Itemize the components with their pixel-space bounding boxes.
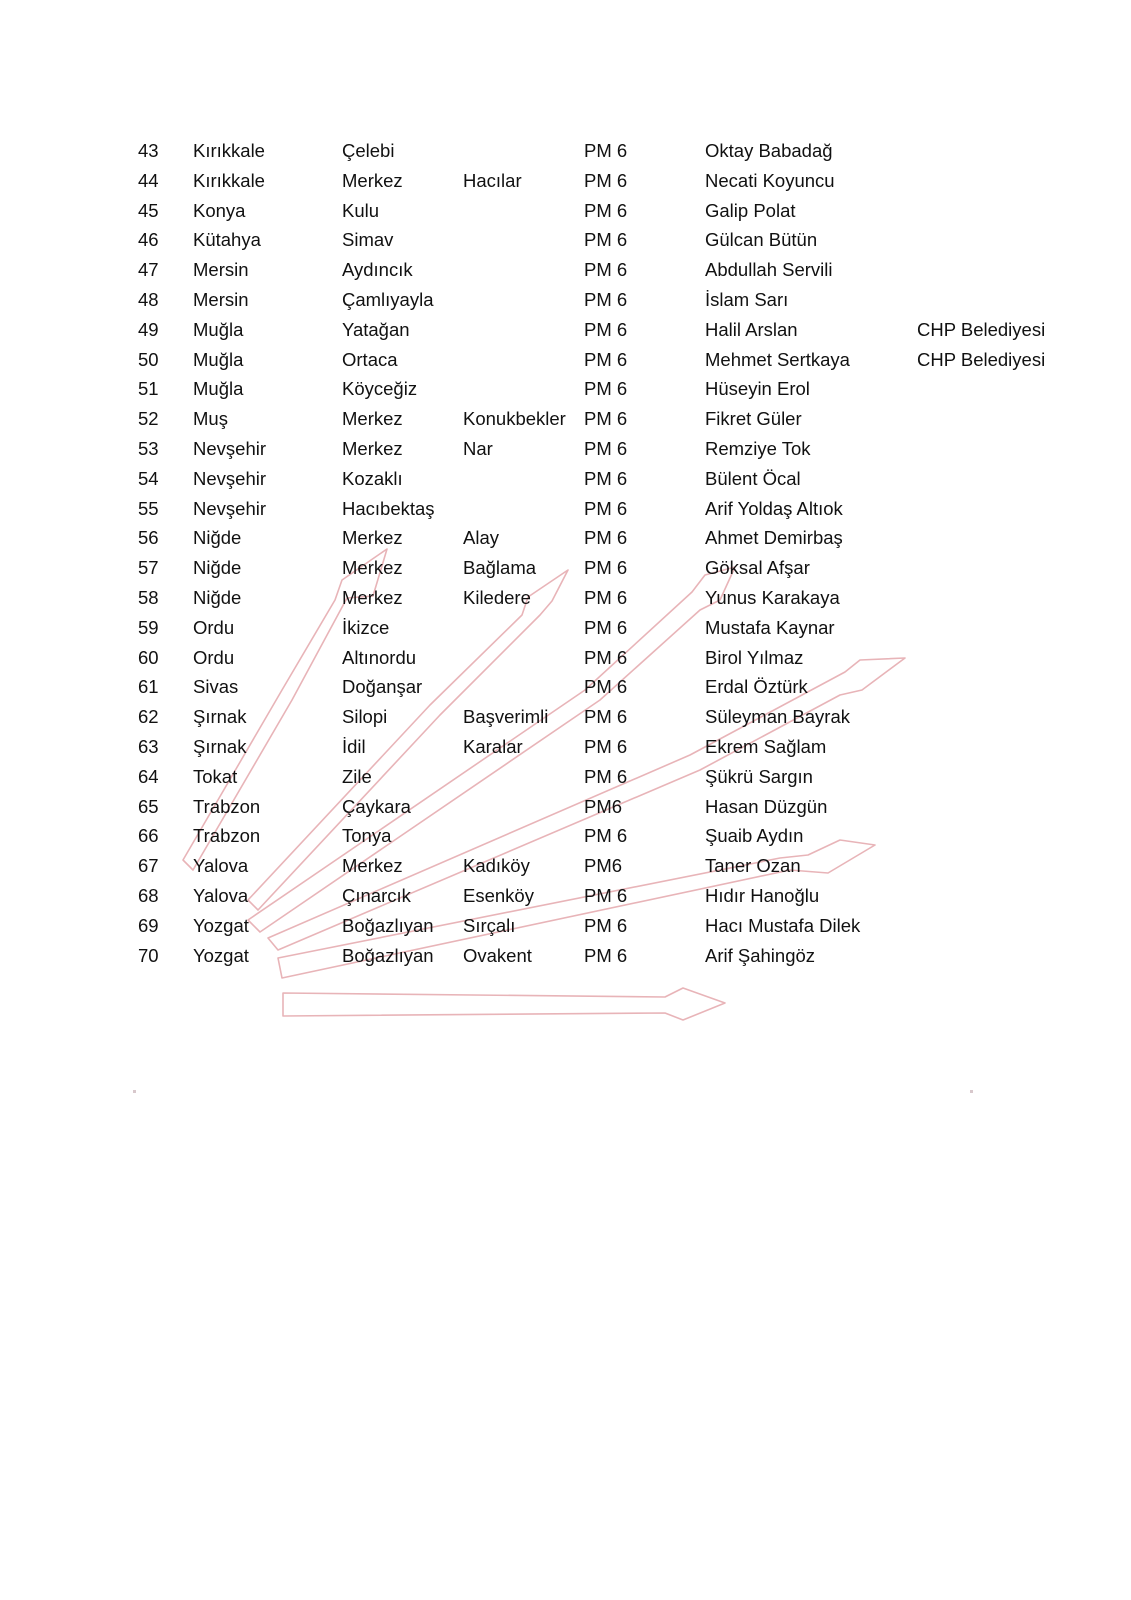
- table-row: [0, 672, 1131, 702]
- row-number: 59: [138, 616, 159, 638]
- district-cell: Köyceğiz: [342, 378, 418, 400]
- row-number: 68: [138, 884, 159, 906]
- district-cell: Kulu: [342, 199, 380, 221]
- village-cell: Nar: [463, 437, 493, 459]
- duty-cell: PM 6: [584, 586, 628, 608]
- district-cell: Çınarcık: [342, 884, 411, 906]
- district-cell: Kozaklı: [342, 467, 403, 489]
- name-cell: Mehmet Sertkaya: [705, 348, 850, 370]
- duty-cell: PM 6: [584, 437, 628, 459]
- province-cell: Trabzon: [193, 825, 261, 847]
- district-cell: Boğazlıyan: [342, 944, 434, 966]
- duty-cell: PM 6: [584, 378, 628, 400]
- name-cell: Taner Ozan: [705, 855, 801, 877]
- duty-cell: PM6: [584, 795, 623, 817]
- row-number: 48: [138, 288, 159, 310]
- district-cell: Doğanşar: [342, 676, 423, 698]
- row-number: 64: [138, 765, 159, 787]
- name-cell: Hıdır Hanoğlu: [705, 884, 820, 906]
- province-cell: Kırıkkale: [193, 169, 265, 191]
- name-cell: Remziye Tok: [705, 437, 811, 459]
- province-cell: Niğde: [193, 586, 242, 608]
- name-cell: Arif Yoldaş Altıok: [705, 497, 843, 519]
- mayor-list-table: [0, 136, 1131, 970]
- name-cell: Bülent Öcal: [705, 467, 801, 489]
- province-cell: Yozgat: [193, 944, 249, 966]
- duty-cell: PM 6: [584, 408, 628, 430]
- row-number: 67: [138, 855, 159, 877]
- district-cell: İkizce: [342, 616, 390, 638]
- province-cell: Nevşehir: [193, 467, 266, 489]
- name-cell: Göksal Afşar: [705, 557, 810, 579]
- row-number: 63: [138, 735, 159, 757]
- province-cell: Muş: [193, 408, 228, 430]
- province-cell: Nevşehir: [193, 437, 266, 459]
- district-cell: İdil: [342, 735, 366, 757]
- province-cell: Kütahya: [193, 229, 261, 251]
- table-row: [0, 404, 1131, 434]
- table-row: [0, 255, 1131, 285]
- row-number: 65: [138, 795, 159, 817]
- row-number: 51: [138, 378, 159, 400]
- duty-cell: PM 6: [584, 765, 628, 787]
- name-cell: Erdal Öztürk: [705, 676, 808, 698]
- duty-cell: PM 6: [584, 467, 628, 489]
- duty-cell: PM 6: [584, 884, 628, 906]
- name-cell: Oktay Babadağ: [705, 140, 833, 161]
- row-number: 43: [138, 140, 159, 161]
- watermark-arrow-6: [283, 988, 725, 1020]
- name-cell: Şükrü Sargın: [705, 765, 813, 787]
- row-number: 62: [138, 706, 159, 728]
- duty-cell: PM 6: [584, 229, 628, 251]
- row-number: 61: [138, 676, 159, 698]
- name-cell: Halil Arslan: [705, 318, 798, 340]
- province-cell: Ordu: [193, 646, 235, 668]
- table-row: [0, 494, 1131, 524]
- village-cell: Konukbekler: [463, 408, 566, 430]
- province-cell: Kırıkkale: [193, 140, 265, 161]
- row-number: 46: [138, 229, 159, 251]
- province-cell: Tokat: [193, 765, 238, 787]
- table-row: [0, 166, 1131, 196]
- province-cell: Şırnak: [193, 706, 247, 728]
- table-row: [0, 643, 1131, 673]
- duty-cell: PM 6: [584, 527, 628, 549]
- province-cell: Konya: [193, 199, 246, 221]
- row-number: 50: [138, 348, 159, 370]
- district-cell: Çamlıyayla: [342, 288, 434, 310]
- duty-cell: PM 6: [584, 140, 628, 161]
- row-number: 55: [138, 497, 159, 519]
- table-row: [0, 792, 1131, 822]
- table-row: [0, 285, 1131, 315]
- province-cell: Mersin: [193, 288, 249, 310]
- name-cell: Ekrem Sağlam: [705, 735, 827, 757]
- stray-mark-right: [970, 1090, 973, 1093]
- duty-cell: PM 6: [584, 288, 628, 310]
- duty-cell: PM 6: [584, 706, 628, 728]
- table-row: [0, 136, 1131, 166]
- district-cell: Merkez: [342, 557, 403, 579]
- province-cell: Mersin: [193, 259, 249, 281]
- district-cell: Merkez: [342, 437, 403, 459]
- row-number: 45: [138, 199, 159, 221]
- duty-cell: PM 6: [584, 169, 628, 191]
- table-row: [0, 702, 1131, 732]
- table-row: [0, 523, 1131, 553]
- duty-cell: PM 6: [584, 914, 628, 936]
- duty-cell: PM 6: [584, 676, 628, 698]
- name-cell: Gülcan Bütün: [705, 229, 818, 251]
- name-cell: Abdullah Servili: [705, 259, 833, 281]
- table-row: [0, 732, 1131, 762]
- table-row: [0, 374, 1131, 404]
- district-cell: Merkez: [342, 527, 403, 549]
- table-row: [0, 196, 1131, 226]
- district-cell: Hacıbektaş: [342, 497, 435, 519]
- duty-cell: PM 6: [584, 348, 628, 370]
- name-cell: Mustafa Kaynar: [705, 616, 835, 638]
- name-cell: Yunus Karakaya: [705, 586, 840, 608]
- village-cell: Alay: [463, 527, 499, 549]
- table-row: [0, 821, 1131, 851]
- row-number: 69: [138, 914, 159, 936]
- village-cell: Kadıköy: [463, 855, 530, 877]
- name-cell: Arif Şahingöz: [705, 944, 816, 966]
- table-row: [0, 225, 1131, 255]
- row-number: 47: [138, 259, 159, 281]
- province-cell: Niğde: [193, 527, 242, 549]
- village-cell: Kiledere: [463, 586, 531, 608]
- name-cell: Birol Yılmaz: [705, 646, 804, 668]
- province-cell: Yozgat: [193, 914, 249, 936]
- province-cell: Nevşehir: [193, 497, 266, 519]
- stray-mark-left: [133, 1090, 136, 1093]
- district-cell: Merkez: [342, 408, 403, 430]
- table-row: [0, 613, 1131, 643]
- note-cell: CHP Belediyesi: [917, 318, 1046, 340]
- note-cell: CHP Belediyesi: [917, 348, 1046, 370]
- row-number: 66: [138, 825, 159, 847]
- duty-cell: PM6: [584, 855, 623, 877]
- village-cell: Sırçalı: [463, 914, 516, 936]
- duty-cell: PM 6: [584, 944, 628, 966]
- village-cell: Bağlama: [463, 557, 537, 579]
- name-cell: Süleyman Bayrak: [705, 706, 850, 728]
- province-cell: Muğla: [193, 378, 244, 400]
- district-cell: Merkez: [342, 855, 403, 877]
- district-cell: Aydıncık: [342, 259, 413, 281]
- duty-cell: PM 6: [584, 318, 628, 340]
- village-cell: Hacılar: [463, 169, 522, 191]
- table-row: [0, 762, 1131, 792]
- district-cell: Simav: [342, 229, 394, 251]
- duty-cell: PM 6: [584, 557, 628, 579]
- row-number: 49: [138, 318, 159, 340]
- table-row: [0, 583, 1131, 613]
- name-cell: Şuaib Aydın: [705, 825, 804, 847]
- district-cell: Yatağan: [342, 318, 410, 340]
- table-row: [0, 464, 1131, 494]
- table-row: [0, 881, 1131, 911]
- table-row: [0, 851, 1131, 881]
- name-cell: Hasan Düzgün: [705, 795, 828, 817]
- district-cell: Silopi: [342, 706, 388, 728]
- village-cell: Ovakent: [463, 944, 532, 966]
- district-cell: Merkez: [342, 586, 403, 608]
- name-cell: Necati Koyuncu: [705, 169, 835, 191]
- province-cell: Sivas: [193, 676, 239, 698]
- province-cell: Niğde: [193, 557, 242, 579]
- row-number: 60: [138, 646, 159, 668]
- row-number: 57: [138, 557, 159, 579]
- duty-cell: PM 6: [584, 646, 628, 668]
- name-cell: İslam Sarı: [705, 288, 789, 310]
- district-cell: Çelebi: [342, 140, 395, 161]
- province-cell: Muğla: [193, 348, 244, 370]
- province-cell: Muğla: [193, 318, 244, 340]
- village-cell: Başverimli: [463, 706, 549, 728]
- province-cell: Şırnak: [193, 735, 247, 757]
- district-cell: Ortaca: [342, 348, 398, 370]
- row-number: 56: [138, 527, 159, 549]
- name-cell: Fikret Güler: [705, 408, 802, 430]
- province-cell: Ordu: [193, 616, 235, 638]
- village-cell: Karalar: [463, 735, 523, 757]
- district-cell: Tonya: [342, 825, 392, 847]
- table-row: [0, 911, 1131, 941]
- duty-cell: PM 6: [584, 259, 628, 281]
- name-cell: Galip Polat: [705, 199, 796, 221]
- row-number: 70: [138, 944, 159, 966]
- duty-cell: PM 6: [584, 199, 628, 221]
- row-number: 54: [138, 467, 159, 489]
- province-cell: Yalova: [193, 884, 249, 906]
- province-cell: Yalova: [193, 855, 249, 877]
- row-number: 58: [138, 586, 159, 608]
- name-cell: Hüseyin Erol: [705, 378, 810, 400]
- table-row: [0, 941, 1131, 971]
- name-cell: Ahmet Demirbaş: [705, 527, 843, 549]
- district-cell: Boğazlıyan: [342, 914, 434, 936]
- name-cell: Hacı Mustafa Dilek: [705, 914, 861, 936]
- district-cell: Çaykara: [342, 795, 411, 817]
- district-cell: Altınordu: [342, 646, 417, 668]
- row-number: 53: [138, 437, 159, 459]
- district-cell: Zile: [342, 765, 372, 787]
- duty-cell: PM 6: [584, 616, 628, 638]
- table-row: [0, 345, 1131, 375]
- table-row: [0, 553, 1131, 583]
- table-row: [0, 315, 1131, 345]
- row-number: 52: [138, 408, 159, 430]
- duty-cell: PM 6: [584, 735, 628, 757]
- duty-cell: PM 6: [584, 497, 628, 519]
- table-row: [0, 434, 1131, 464]
- village-cell: Esenköy: [463, 884, 534, 906]
- province-cell: Trabzon: [193, 795, 261, 817]
- row-number: 44: [138, 169, 159, 191]
- duty-cell: PM 6: [584, 825, 628, 847]
- district-cell: Merkez: [342, 169, 403, 191]
